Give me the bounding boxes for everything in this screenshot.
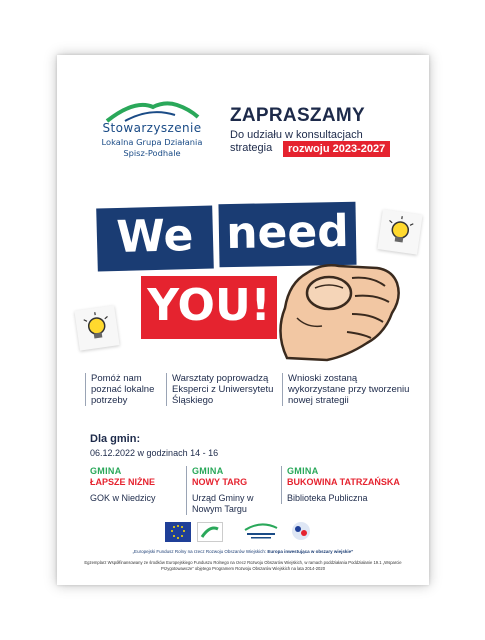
gmina-name: ŁAPSZE NIŻNE xyxy=(90,477,156,487)
gmina-nowy-targ xyxy=(186,466,278,515)
lightbulb-icon xyxy=(74,305,119,350)
gmina-label: GMINA xyxy=(192,466,224,476)
info-column-3: Wnioski zostaną wykorzystane przy tworzeniu nowej strategii xyxy=(282,373,412,406)
slogan-we-box xyxy=(96,205,214,271)
logo-line2: Spisz-Podhale xyxy=(123,148,181,158)
footer-eu-slogan xyxy=(77,549,409,554)
gmina-place: Urząd Gminy w Nowym Targu xyxy=(192,493,254,514)
gmina-lapsze xyxy=(90,466,182,504)
logo-line1: Lokalna Grupa Działania xyxy=(101,137,203,147)
mountain-logo-icon xyxy=(105,97,200,123)
invite-title: ZAPRASZAMY xyxy=(230,105,365,126)
gmina-name: BUKOWINA TATRZAŃSKA xyxy=(287,477,400,487)
lightbulb-icon xyxy=(377,209,422,254)
invite-subtitle-2: strategia xyxy=(230,142,273,154)
leader-logo-icon xyxy=(197,522,223,542)
poster xyxy=(57,55,429,585)
lightbulb-card-right xyxy=(377,209,422,254)
lgd-logo xyxy=(87,97,222,175)
event-date: 06.12.2022 w godzinach 14 - 16 xyxy=(90,448,219,458)
prow-logo-icon xyxy=(288,520,314,542)
footer-funding-note: Egzemplarz Współfinansowany ze środków Europejskiego Funduszu Rolnego na rzecz Rozwoju Obszarów Wiejskich, w ramach poddziałania Poddziałanie 19.1 „Wsparcie Przygotowawcze” objętego Programem Rozwoju Obszarów Wiejskich na lata 2014-2020 xyxy=(84,560,402,571)
gmina-label: GMINA xyxy=(90,466,122,476)
gmina-name: NOWY TARG xyxy=(192,477,248,487)
gmina-place: GOK w Niedzicy xyxy=(90,493,156,503)
invite-subtitle: Do udziału w konsultacjach xyxy=(230,129,363,141)
lgd-small-logo-icon xyxy=(241,520,281,542)
slogan-need: need xyxy=(225,205,350,260)
footer-slogan-part1: „Europejski Fundusz Rolny na rzecz Rozwoju Obszarów Wiejskich: xyxy=(132,549,268,554)
gmina-label: GMINA xyxy=(287,466,319,476)
strategy-period-badge: rozwoju 2023-2027 xyxy=(283,141,390,157)
gminy-title: Dla gmin: xyxy=(90,433,141,445)
eu-flag-icon xyxy=(165,522,191,542)
gmina-bukowina xyxy=(281,466,421,504)
info-column-2: Warsztaty poprowadzą Eksperci z Uniwersytetu Śląskiego xyxy=(166,373,278,406)
slogan-you-box xyxy=(141,276,277,339)
lightbulb-card-left xyxy=(74,305,119,350)
logo-subtitle xyxy=(87,137,217,159)
slogan-you: YOU! xyxy=(147,280,271,331)
pointing-hand-icon xyxy=(267,238,407,363)
gmina-place: Biblioteka Publiczna xyxy=(287,493,368,503)
footer-slogan-part2: Europa inwestująca w obszary wiejskie” xyxy=(267,549,354,554)
slogan-we: We xyxy=(115,210,195,263)
info-column-1: Pomóż nam poznać lokalne potrzeby xyxy=(85,373,163,406)
logo-title: Stowarzyszenie xyxy=(102,121,202,135)
